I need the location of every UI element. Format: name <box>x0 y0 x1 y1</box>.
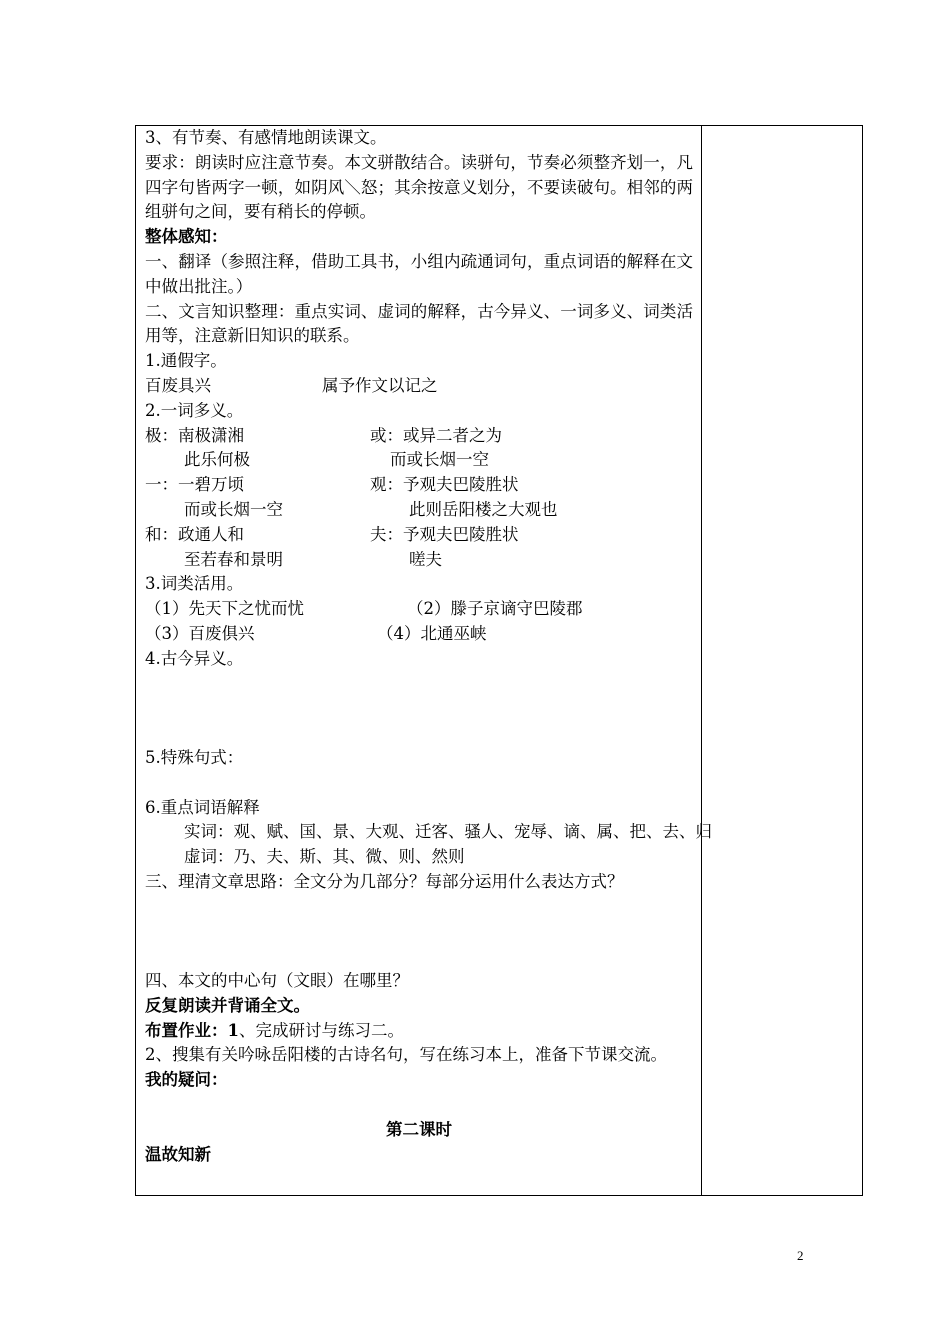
blank-space <box>145 1093 693 1118</box>
word-label-ji: 极： <box>145 425 178 445</box>
homework-line <box>145 1019 693 1044</box>
word-example: 而或长烟一空 <box>184 499 283 519</box>
word-example: 此则岳阳楼之大观也 <box>409 499 558 519</box>
word-label-fu: 夫： <box>370 524 403 544</box>
center-sentence-task: 四、本文的中心句（文眼）在哪里？ <box>145 971 409 991</box>
notes-cell <box>702 126 863 1196</box>
word-label-he: 和： <box>145 524 178 544</box>
knowledge-task: 二、文言知识整理：重点实词、虚词的解释，古今异义、一词多义、词类活用等，注意新旧知识的联系。 <box>145 301 693 346</box>
homework-item-2: 2、搜集有关吟咏岳阳楼的古诗名句，写在练习本上，准备下节课交流。 <box>145 1045 667 1065</box>
conversion-row <box>145 622 693 647</box>
word-example: 而或长烟一空 <box>390 450 489 470</box>
word-label-huo: 或： <box>370 425 403 445</box>
conversion-example: （2）滕子京谪守巴陵郡 <box>407 599 583 619</box>
polysemy-row <box>145 498 693 523</box>
word-example: 或异二者之为 <box>403 425 502 445</box>
special-sentence-heading: 5.特殊句式： <box>145 747 244 767</box>
polysemy-heading: 2.一词多义。 <box>145 400 244 420</box>
conversion-example: （1）先天下之忧而忧 <box>145 599 304 619</box>
word-label-guan: 观： <box>370 475 403 495</box>
polysemy-row <box>145 448 693 473</box>
word-example: 至若春和景明 <box>184 549 283 569</box>
blank-space <box>145 895 693 969</box>
reading-requirement: 要求：朗读时应注意节奏。本文骈散结合。读骈句，节奏必须整齐划一，凡四字句皆两字一顿，如阴风＼怒；其余按意义划分，不要读破句。相邻的两组骈句之间，要有稍长的停顿。 <box>145 152 693 222</box>
page-number: 2 <box>797 1248 804 1263</box>
ancient-modern-heading: 4.古今异义。 <box>145 648 244 668</box>
lesson-content-cell <box>136 126 712 1196</box>
homework-number: 1 <box>227 1020 239 1040</box>
word-label-yi: 一： <box>145 475 178 495</box>
conversion-row <box>145 597 693 622</box>
word-example: 此乐何极 <box>184 450 250 470</box>
second-lesson-heading: 第二课时 <box>386 1119 452 1139</box>
tongjiazi-example-2: 属予作文以记之 <box>322 375 438 395</box>
conversion-example: （3）百废俱兴 <box>145 623 255 643</box>
homework-item-1: 、完成研讨与练习二。 <box>238 1020 404 1040</box>
content-words: 实词：观、赋、国、景、大观、迁客、骚人、宠辱、谪、属、把、去、归 <box>184 822 712 842</box>
homework-label: 布置作业： <box>145 1020 228 1040</box>
word-example: 嗟夫 <box>409 549 442 569</box>
step-3-reading: 3、有节奏、有感情地朗读课文。 <box>145 128 387 147</box>
my-question-heading: 我的疑问： <box>145 1070 228 1090</box>
blank-space <box>145 672 693 746</box>
word-example: 一碧万顷 <box>178 475 244 495</box>
tongjiazi-example-1: 百废具兴 <box>145 375 211 395</box>
polysemy-row <box>145 548 693 573</box>
tongjiazi-heading: 1.通假字。 <box>145 351 227 371</box>
conversion-heading: 3.词类活用。 <box>145 574 244 594</box>
lesson-table <box>135 125 863 1196</box>
translation-task: 一、翻译（参照注释，借助工具书，小组内疏通词句，重点词语的解释在文中做出批注。） <box>145 251 693 296</box>
review-heading: 温故知新 <box>145 1144 211 1164</box>
overall-heading: 整体感知： <box>145 227 228 247</box>
polysemy-row <box>145 424 693 449</box>
word-example: 予观夫巴陵胜状 <box>403 524 519 544</box>
polysemy-row <box>145 473 693 498</box>
recite-heading: 反复朗读并背诵全文。 <box>145 995 310 1015</box>
structure-task: 三、理清文章思路：全文分为几部分？每部分运用什么表达方式？ <box>145 871 624 891</box>
tongjiazi-row <box>145 374 693 399</box>
word-example: 政通人和 <box>178 524 244 544</box>
conversion-example: （4）北通巫峡 <box>377 623 487 643</box>
function-words: 虚词：乃、夫、斯、其、微、则、然则 <box>184 847 465 867</box>
blank-space <box>145 771 693 796</box>
key-words-heading: 6.重点词语解释 <box>145 797 260 817</box>
word-example: 予观夫巴陵胜状 <box>403 475 519 495</box>
polysemy-row <box>145 523 693 548</box>
word-example: 南极潇湘 <box>178 425 244 445</box>
